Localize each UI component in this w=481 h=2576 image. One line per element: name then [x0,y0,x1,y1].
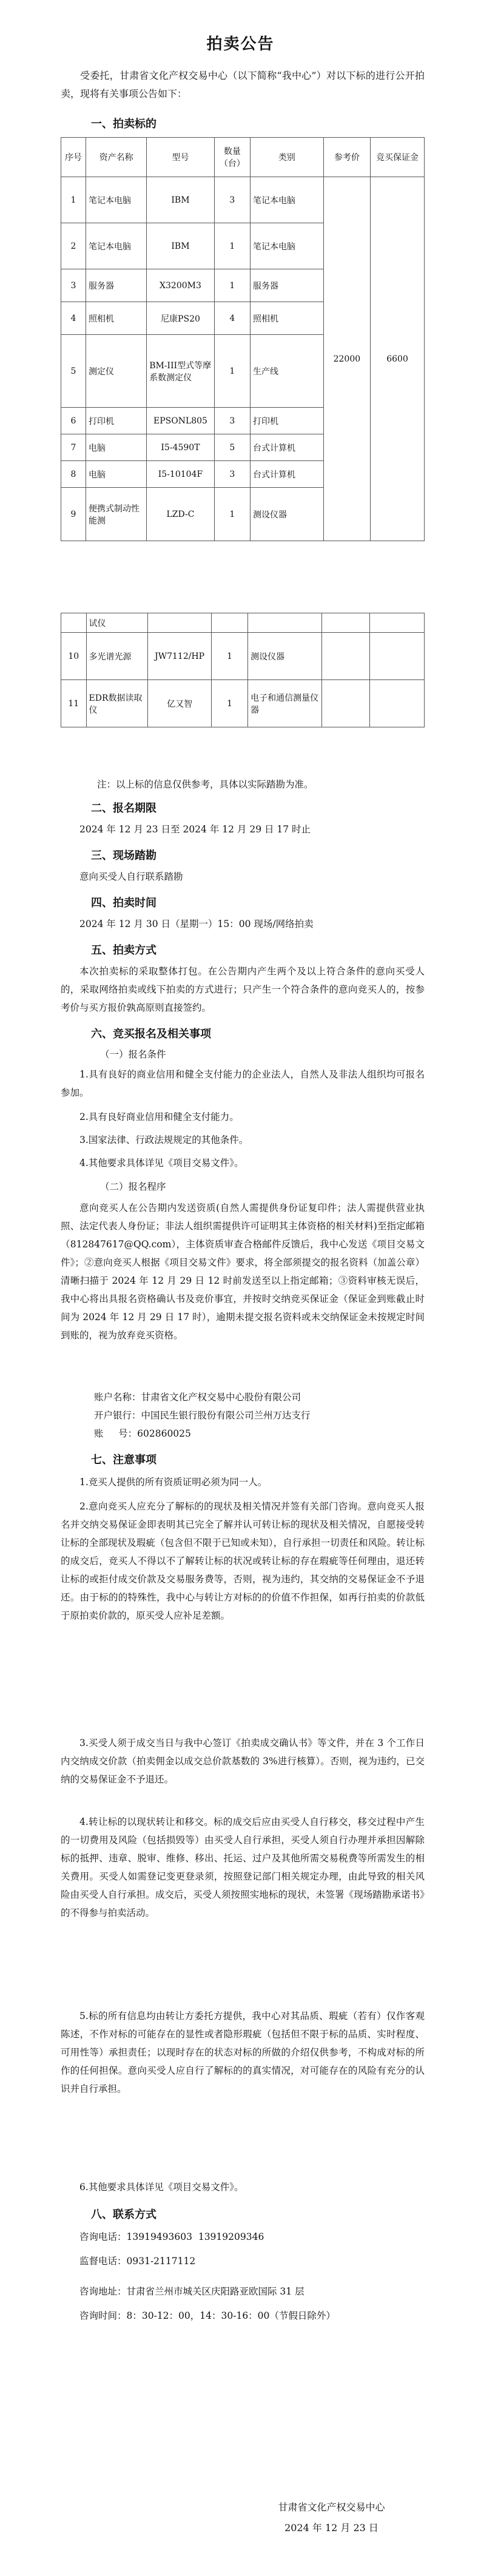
auction-items-table [61,137,425,541]
cell: 1 [214,335,250,408]
cell: 电子和通信测量仪器 [248,680,322,727]
section-4-heading: 四、拍卖时间 [91,897,156,909]
header-ref-price: 参考价 [323,138,370,177]
cell: 测定仪 [86,335,146,408]
cell: 电脑 [86,434,146,461]
condition-item-4: 4.其他要求具体详见《项目交易文件》。 [79,1158,244,1168]
auction-time: 2024 年 12 月 30 日（星期一）15：00 现场/网络拍卖 [79,919,314,929]
table-header-row [61,138,425,177]
cell: 台式计算机 [250,434,323,461]
table-row [61,680,425,727]
cell: 10 [61,633,87,680]
cell [322,613,369,633]
section-7-heading: 七、注意事项 [91,1454,156,1466]
registration-period: 2024 年 12 月 23 日至 2024 年 12 月 29 日 17 时止 [79,824,311,835]
cell: 1 [214,488,250,541]
cell: IBM [147,177,215,223]
deposit-cell: 6600 [371,177,425,541]
cell: 7 [61,434,86,461]
cell [322,680,369,727]
cell: IBM [147,223,215,269]
cell: 笔记本电脑 [250,223,323,269]
cell: 服务器 [250,269,323,302]
cell: 8 [61,461,86,488]
site-visit-text: 意向买受人自行联系踏勘 [79,871,183,882]
section-3-heading: 三、现场踏勘 [91,849,156,862]
header-quantity: 数量（台） [214,138,250,177]
notice-item-1: 1.竞买人提供的所有资质证明必须为同一人。 [79,1477,267,1488]
header-index: 序号 [61,138,86,177]
condition-item-3: 3.国家法律、行政法规规定的其他条件。 [79,1135,249,1145]
cell: I5-4590T [147,434,215,461]
condition-item-1: 1.具有良好的商业信用和健全支付能力的企业法人，自然人及非法人组织均可报名参加。 [61,1069,425,1098]
table-row [61,177,425,223]
signature-date: 2024 年 12 月 23 日 [284,2522,378,2534]
cell: 生产线 [250,335,323,408]
cell: 9 [61,488,86,541]
cell: 笔记本电脑 [86,177,146,223]
notice-item-6: 6.其他要求具体详见《项目交易文件》。 [79,2182,244,2193]
cell: 3 [61,269,86,302]
cell: 11 [61,680,87,727]
cell: EPSONL805 [147,408,215,434]
cell [212,613,248,633]
header-model: 型号 [147,138,215,177]
cell: 便携式制动性能测 [86,488,146,541]
cell: LZD-C [147,488,215,541]
cell: 服务器 [86,269,146,302]
cell: 尼康PS20 [147,302,215,335]
cell [248,613,322,633]
header-asset-name: 资产名称 [86,138,146,177]
contact-hours: 咨询时间：8：30-12：00，14：30-16：00（节假日除外） [79,2310,335,2321]
header-deposit: 竞买保证金 [371,138,425,177]
cell: 3 [214,408,250,434]
contact-address: 咨询地址：甘肃省兰州市城关区庆阳路亚欧国际 31 层 [79,2286,304,2297]
cell [322,633,369,680]
cell: 4 [214,302,250,335]
cell: 打印机 [86,408,146,434]
cell: EDR数据读取仪 [86,680,148,727]
condition-item-2: 2.具有良好商业信用和健全支付能力。 [79,1111,239,1122]
cell: 笔记本电脑 [86,223,146,269]
cell: JW7112/HP [148,633,212,680]
cell: 电脑 [86,461,146,488]
cell: 试仪 [86,613,148,633]
cell: 1 [61,177,86,223]
cell: 2 [61,223,86,269]
signature-org: 甘肃省文化产权交易中心 [278,2501,385,2513]
registration-procedure-text: 意向竞买人在公告期内发送资质(自然人需提供身份证复印件；法人需提供营业执照、法定代表人身份证；非法人组织需提供许可证明其主体资格的相关材料)至指定邮箱（812847617@QQ.com），主体资质审查合格邮件反馈后，我中心发送《项目交易文件》；②意向竞买人根据《项目交易文件》要求，将全部须提交的报名资料（加盖公章）清晰扫描于 2024 年 12 月 29 日 12 时前发送至以上指定邮箱；③资料审核无误后，我中心将出具报名资格确认书及竞价事宜，并按时交纳竞买保证金（保证金到账截止时间为 2024 年 12 月 29 日 17 时），逾期未提交报名资料或未交纳保证金未按规定时间到账的，视为放弃竞买资格。 [61,1202,425,1341]
section-1-heading: 一、拍卖标的 [91,118,156,130]
cell: 台式计算机 [250,461,323,488]
cell: 3 [214,177,250,223]
contact-supervise: 监督电话：0931-2117112 [79,2256,196,2267]
cell: 3 [214,461,250,488]
table-note: 注：以上标的信息仅供参考，具体以实际踏勘为准。 [97,779,314,790]
notice-item-3: 3.买受人须于成交当日与我中心签订《拍卖成交确认书》等文件，并在 3 个工作日内交纳成交价款（拍卖佣金以成交总价款基数的 3%进行核算）。否则，视为违约，已交纳的交易保证金不予退还。 [61,1738,425,1785]
notice-item-4: 4.转让标的以现状转让和移交。标的成交后应由买受人自行移交，移交过程中产生的一切费用及风险（包括损毁等）由买受人自行承担，买受人须自行办理并承担因解除标的抵押、违章、脱审、维修、移出、托运、过户及其他所需交易税费等所需发生的相关费用。买受人如需登记变更登录须，按照登记部门相关规定办理，由此导致的相关风险由买受人自行承担。成交后，买受人须按照实地标的现状，未签署《现场踏勘承诺书》的不得参与拍卖活动。 [61,1816,425,1918]
header-category: 类别 [250,138,323,177]
cell: 打印机 [250,408,323,434]
cell: 5 [61,335,86,408]
table-row [61,613,425,633]
cell: 1 [212,680,248,727]
auction-items-table-continued [61,613,425,727]
cell [369,613,424,633]
notice-item-5: 5.标的所有信息均由转让方委托方提供，我中心对其品质、瑕疵（若有）仅作客观陈述，不作对标的可能存在的显性或者隐形瑕疵（包括但不限于标的品质、实时程度、可用性等）承担责任；以现时存在的状态对标的所做的介绍仅供参考，不构成对标的所作的任何担保。意向买受人应自行了解标的的真实情况，对可能存在的风险有充分的认识并自行承担。 [61,2011,425,2094]
page-title: 拍卖公告 [206,35,275,53]
cell: 照相机 [86,302,146,335]
section-6-heading: 六、竞买报名及相关事项 [91,1028,211,1040]
cell: I5-10104F [147,461,215,488]
account-name: 账户名称：甘肃省文化产权交易中心股份有限公司 [94,1392,301,1403]
account-number: 账 号：602860025 [94,1428,191,1439]
ref-price-cell: 22000 [323,177,370,541]
section-5-heading: 五、拍卖方式 [91,944,156,957]
auction-method-text: 本次拍卖标的采取整体打包。在公告期内产生两个及以上符合条件的意向买受人的，采取网络拍卖或线下拍卖的方式进行；只产生一个符合条件的意向竞买人的，按参考价与买方报价孰高原则直接签约。 [61,966,425,1013]
table-row [61,633,425,680]
cell: X3200M3 [147,269,215,302]
cell: 笔记本电脑 [250,177,323,223]
registration-procedure-heading: （二）报名程序 [100,1181,166,1192]
cell: 1 [214,269,250,302]
cell [369,680,424,727]
intro-paragraph: 受委托，甘肃省文化产权交易中心（以下简称“我中心”）对以下标的进行公开拍卖，现将有关事项公告如下： [61,70,425,99]
cell: 6 [61,408,86,434]
cell: 1 [212,633,248,680]
registration-conditions-heading: （一）报名条件 [100,1049,166,1060]
cell: 照相机 [250,302,323,335]
cell [369,633,424,680]
section-2-heading: 二、报名期限 [91,802,156,815]
contact-phone: 咨询电话：13919493603 13919209346 [79,2231,264,2242]
cell: 测设仪器 [248,633,322,680]
cell: 1 [214,223,250,269]
cell: BM-III型式等摩系数测定仪 [147,335,215,408]
cell: 4 [61,302,86,335]
cell [61,613,87,633]
cell: 亿又智 [148,680,212,727]
cell [148,613,212,633]
cell: 多光谱光源 [86,633,148,680]
section-8-heading: 八、联系方式 [91,2208,156,2221]
account-bank: 开户银行：中国民生银行股份有限公司兰州万达支行 [94,1410,311,1421]
notice-item-2: 2.意向竞买人应充分了解标的的现状及相关情况并签有关部门咨询。意向竞买人报名并交纳交易保证金即表明其已完全了解并认可转让标的现状及相关情况，自愿接受转让标的全部现状及瑕疵（包含但不限于已知或未知），自行承担一切责任和风险。转让标的成交后，竞买人不得以不了解转让标的状况或转让标的存在瑕疵等任何理由，退还转让标的或拒付成交价款及交易服务费等，否则，视为违约，其交纳的交易保证金不予退还。由于标的的特殊性，我中心与转让方对标的的价值不作担保，如再行拍卖的价款低于原拍卖价款的，原买受人应补足差额。 [61,1501,425,1621]
cell: 测设仪器 [250,488,323,541]
cell: 5 [214,434,250,461]
